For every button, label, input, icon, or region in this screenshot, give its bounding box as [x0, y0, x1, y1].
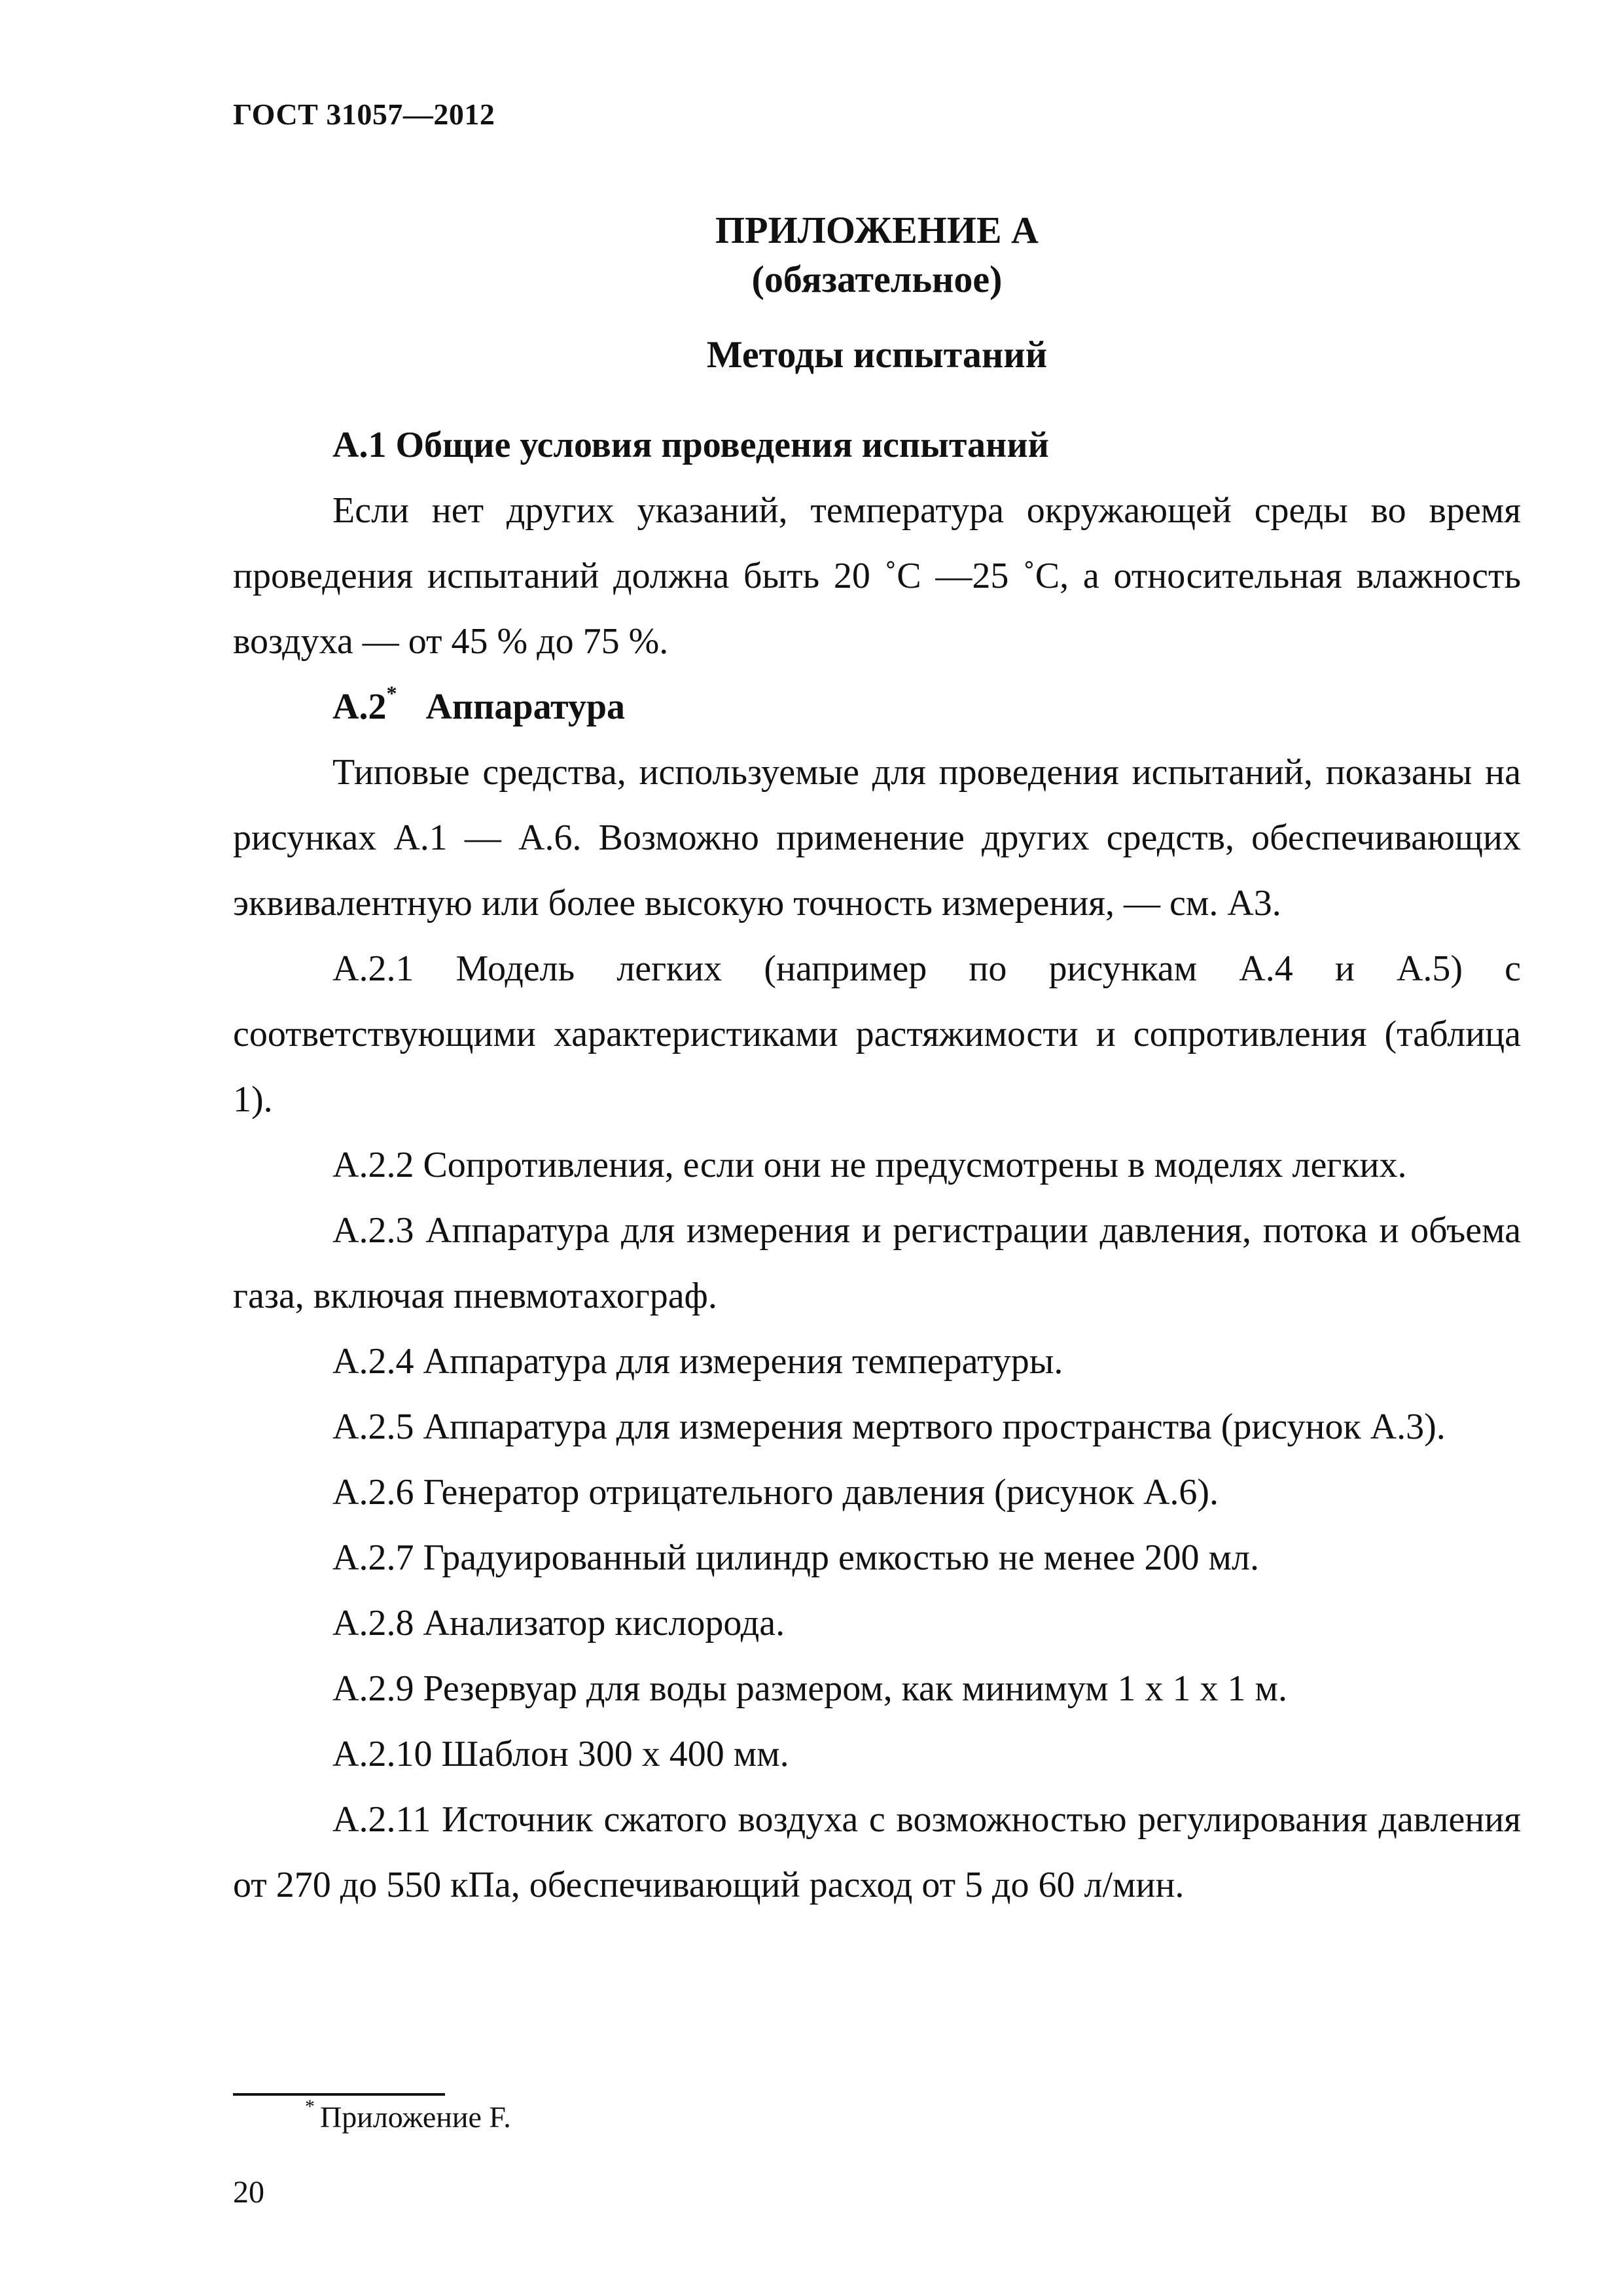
apparatus-item: А.2.11 Источник сжатого воздуха с возможностью регулирования давления от 270 до 550 кПа, обеспечивающий расход от 5 до 60 л/мин. [233, 1799, 1521, 1905]
apparatus-item: А.2.1 Модель легких (например по рисункам А.4 и А.5) с соответствующими характеристиками растяжимости и сопротивления (таблица 1). [233, 948, 1521, 1120]
section-title-a2: Аппаратура [425, 687, 626, 727]
apparatus-item: А.2.4 Аппаратура для измерения температуры. [332, 1341, 1063, 1382]
document-body [233, 412, 1521, 1918]
apparatus-item: А.2.7 Градуированный цилиндр емкостью не менее 200 мл. [332, 1537, 1259, 1578]
annex-status: (обязательное) [751, 258, 1003, 300]
footnote-separator [233, 2093, 445, 2096]
apparatus-item: А.2.8 Анализатор кислорода. [332, 1603, 785, 1643]
standard-header: ГОСТ 31057—2012 [233, 98, 495, 131]
apparatus-item: А.2.10 Шаблон 300 х 400 мм. [332, 1734, 789, 1774]
section-intro-a2: Типовые средства, используемые для проведения испытаний, показаны на рисунках А.1 — А.6. Возможно применение других средств, обеспечивающих эквивалентную или более высокую точность измерения, — см. А3. [233, 752, 1521, 924]
section-heading-a1: А.1 Общие условия проведения испытаний [332, 425, 1049, 465]
section-heading-a2 [233, 674, 1521, 740]
apparatus-item: А.2.2 Сопротивления, если они не предусмотрены в моделях легких. [332, 1145, 1407, 1185]
page-number: 20 [233, 2175, 264, 2210]
footnote-text: Приложение F. [320, 2100, 511, 2134]
footnote-mark: * [305, 2096, 315, 2117]
section-number-a2: А.2 [332, 687, 387, 727]
annex-subtitle: Методы испытаний [706, 333, 1048, 376]
apparatus-item: А.2.5 Аппаратура для измерения мертвого пространства (рисунок А.3). [332, 1407, 1446, 1447]
footnote [305, 2098, 511, 2137]
apparatus-item: А.2.9 Резервуар для воды размером, как минимум 1 х 1 х 1 м. [332, 1668, 1287, 1709]
footnote-reference: * [386, 681, 397, 705]
apparatus-item: А.2.3 Аппаратура для измерения и регистрации давления, потока и объема газа, включая пневмотахограф. [233, 1210, 1521, 1316]
apparatus-item: А.2.6 Генератор отрицательного давления (рисунок А.6). [332, 1472, 1219, 1513]
section-text-a1: Если нет других указаний, температура окружающей среды во время проведения испытаний должна быть 20 ˚С —25 ˚С, а относительная влажность воздуха — от 45 % до 75 %. [233, 490, 1521, 662]
annex-title: ПРИЛОЖЕНИЕ А [715, 209, 1039, 251]
